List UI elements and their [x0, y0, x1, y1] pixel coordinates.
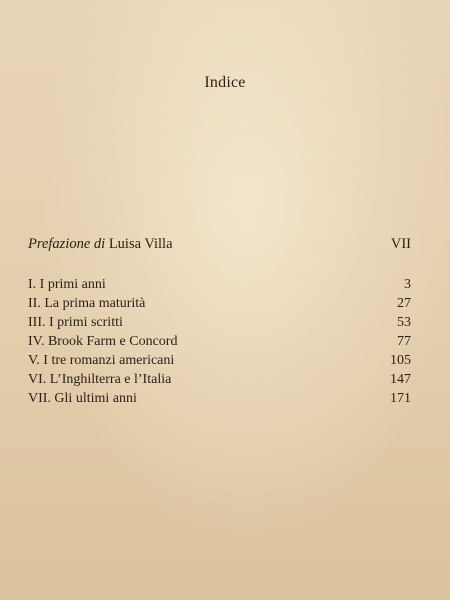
- chapter-title: I. I primi anni: [28, 277, 106, 292]
- chapter-title: II. La prima maturità: [28, 296, 146, 311]
- chapter-title: V. I tre romanzi americani: [28, 353, 175, 368]
- preface-label: Prefazione di: [28, 236, 106, 252]
- chapter-title: VII. Gli ultimi anni: [28, 391, 137, 406]
- chapter-page-number: 27: [397, 296, 411, 311]
- toc-row: [28, 275, 411, 294]
- chapter-page-number: 147: [390, 372, 411, 387]
- toc-row: [28, 389, 411, 408]
- toc-row-preface: [28, 235, 411, 254]
- chapter-page-number: 171: [390, 391, 411, 406]
- chapter-title: VI. L’Inghilterra e l’Italia: [28, 372, 172, 387]
- chapter-title: III. I primi scritti: [28, 315, 123, 330]
- toc-row: [28, 332, 411, 351]
- toc-row: [28, 370, 411, 389]
- preface-title: [28, 235, 173, 254]
- toc-row: [28, 313, 411, 332]
- chapter-page-number: 53: [397, 315, 411, 330]
- page-title: Indice: [204, 74, 246, 91]
- chapter-page-number: 77: [397, 334, 411, 349]
- chapter-title: IV. Brook Farm e Concord: [28, 334, 178, 349]
- preface-author: Luisa Villa: [108, 236, 173, 252]
- table-of-contents: [28, 275, 411, 408]
- chapter-page-number: 3: [404, 277, 411, 292]
- preface-entry: [28, 235, 411, 254]
- toc-row: [28, 351, 411, 370]
- preface-page-number: VII: [390, 236, 411, 252]
- chapter-page-number: 105: [390, 353, 411, 368]
- toc-row: [28, 294, 411, 313]
